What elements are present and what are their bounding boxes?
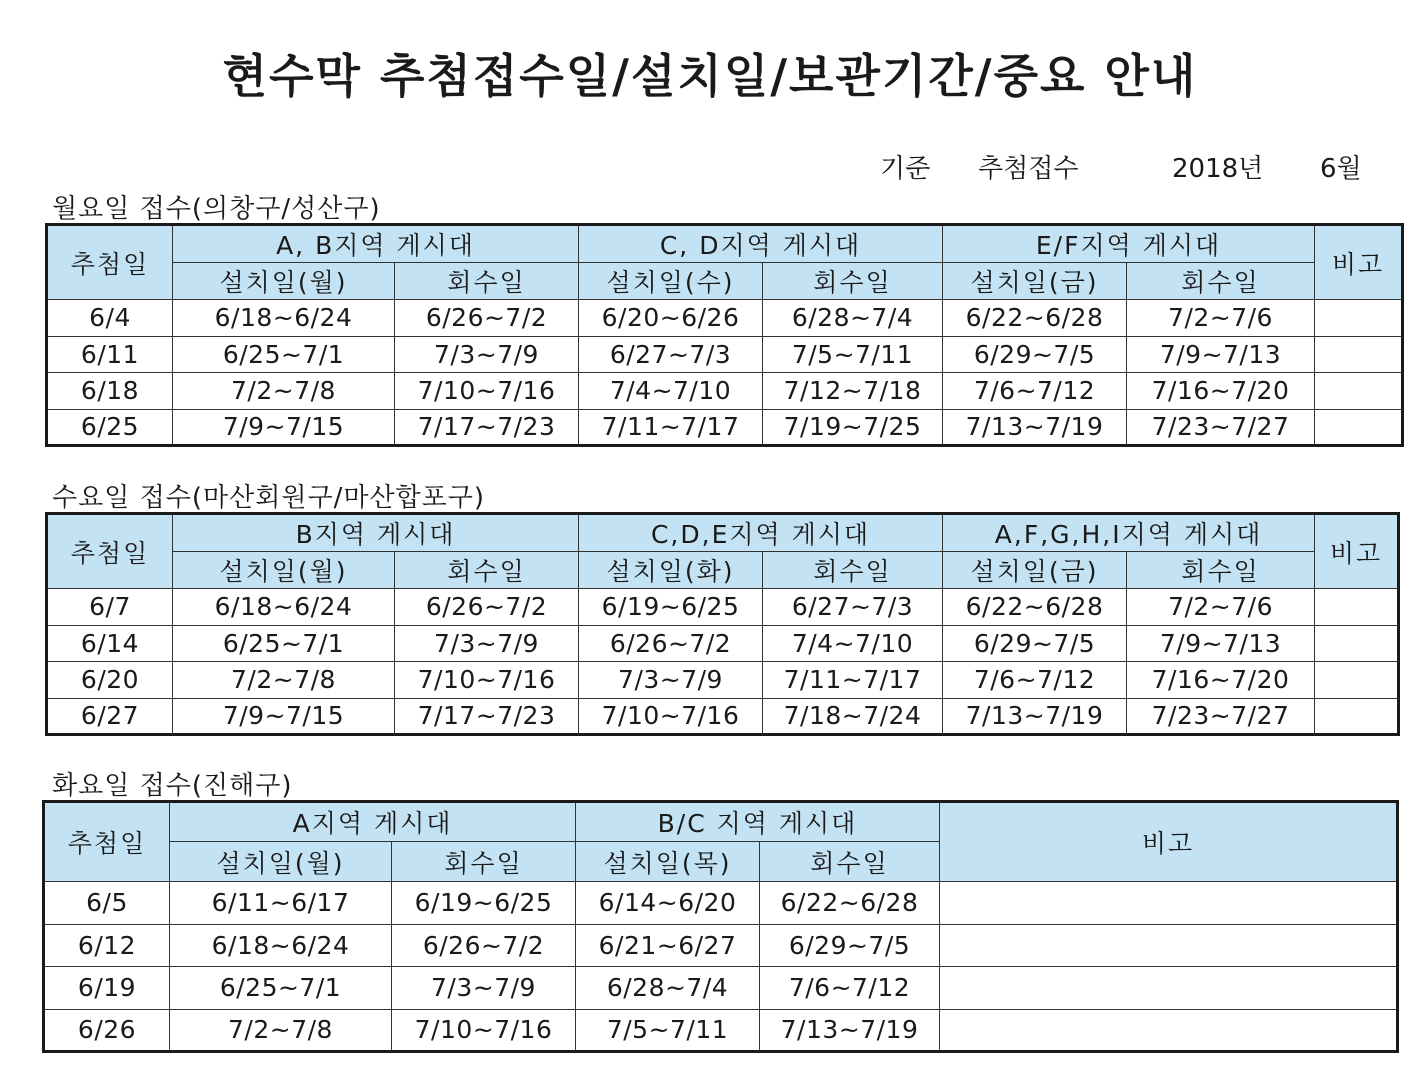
date-range-cell: 6/29~7/5 xyxy=(943,336,1127,373)
draw-date-cell: 6/27 xyxy=(47,698,173,735)
draw-date-cell: 6/25 xyxy=(47,409,173,446)
date-range-cell: 7/17~7/23 xyxy=(395,409,579,446)
date-range-cell: 6/18~6/24 xyxy=(173,589,395,626)
group-header: C,D,E지역 게시대 xyxy=(579,514,943,552)
table-row xyxy=(44,967,1398,1010)
table-row xyxy=(47,662,1399,699)
collect-header: 회수일 xyxy=(395,552,579,589)
note-header: 비고 xyxy=(1315,514,1399,589)
group-header: B지역 게시대 xyxy=(173,514,579,552)
header-row xyxy=(47,514,1399,552)
install-header: 설치일(목) xyxy=(576,842,760,882)
date-range-cell: 6/22~6/28 xyxy=(943,300,1127,337)
note-cell xyxy=(1315,409,1403,446)
table-row xyxy=(47,625,1399,662)
note-header: 비고 xyxy=(1315,225,1403,300)
date-range-cell: 6/28~7/4 xyxy=(576,967,760,1010)
collect-header: 회수일 xyxy=(1127,263,1315,300)
date-range-cell: 7/16~7/20 xyxy=(1127,662,1315,699)
date-range-cell: 7/17~7/23 xyxy=(395,698,579,735)
schedule-table-tuesday xyxy=(42,800,1399,1053)
draw-date-header: 추첨일 xyxy=(47,225,173,300)
note-header: 비고 xyxy=(940,802,1398,882)
collect-header: 회수일 xyxy=(763,552,943,589)
date-range-cell: 6/29~7/5 xyxy=(943,625,1127,662)
date-range-cell: 6/25~7/1 xyxy=(173,625,395,662)
section-label-wednesday: 수요일 접수(마산회원구/마산합포구) xyxy=(52,483,486,513)
date-range-cell: 7/13~7/19 xyxy=(943,698,1127,735)
subheader-row xyxy=(47,552,1399,589)
header-row xyxy=(44,802,1398,842)
date-range-cell: 7/2~7/8 xyxy=(173,373,395,410)
note-cell xyxy=(940,882,1398,925)
group-header: A,F,G,H,I지역 게시대 xyxy=(943,514,1315,552)
table-row xyxy=(44,882,1398,925)
draw-date-cell: 6/18 xyxy=(47,373,173,410)
section-label-tuesday: 화요일 접수(진해구) xyxy=(52,771,293,801)
date-range-cell: 7/3~7/9 xyxy=(395,625,579,662)
date-range-cell: 6/18~6/24 xyxy=(173,300,395,337)
collect-header: 회수일 xyxy=(763,263,943,300)
draw-date-cell: 6/11 xyxy=(47,336,173,373)
collect-header: 회수일 xyxy=(395,263,579,300)
date-range-cell: 6/19~6/25 xyxy=(579,589,763,626)
note-cell xyxy=(1315,625,1399,662)
date-range-cell: 6/27~7/3 xyxy=(579,336,763,373)
date-range-cell: 7/5~7/11 xyxy=(763,336,943,373)
date-range-cell: 7/3~7/9 xyxy=(395,336,579,373)
date-range-cell: 7/16~7/20 xyxy=(1127,373,1315,410)
note-cell xyxy=(1315,698,1399,735)
draw-date-cell: 6/12 xyxy=(44,924,170,967)
date-range-cell: 7/9~7/15 xyxy=(173,698,395,735)
date-range-cell: 6/25~7/1 xyxy=(170,967,392,1010)
date-range-cell: 6/22~6/28 xyxy=(943,589,1127,626)
draw-date-cell: 6/20 xyxy=(47,662,173,699)
install-header: 설치일(금) xyxy=(943,263,1127,300)
date-range-cell: 7/10~7/16 xyxy=(395,373,579,410)
group-header: A지역 게시대 xyxy=(170,802,576,842)
group-header: B/C 지역 게시대 xyxy=(576,802,940,842)
date-range-cell: 7/6~7/12 xyxy=(943,373,1127,410)
note-cell xyxy=(1315,373,1403,410)
date-range-cell: 7/18~7/24 xyxy=(763,698,943,735)
group-header: C, D지역 게시대 xyxy=(579,225,943,263)
install-header: 설치일(화) xyxy=(579,552,763,589)
draw-date-cell: 6/26 xyxy=(44,1009,170,1052)
group-header: A, B지역 게시대 xyxy=(173,225,579,263)
date-range-cell: 7/4~7/10 xyxy=(763,625,943,662)
draw-date-cell: 6/4 xyxy=(47,300,173,337)
collect-header: 회수일 xyxy=(760,842,940,882)
date-range-cell: 6/11~6/17 xyxy=(170,882,392,925)
month-label: 6월 xyxy=(1320,154,1362,184)
date-range-cell: 7/6~7/12 xyxy=(943,662,1127,699)
date-range-cell: 7/9~7/13 xyxy=(1127,336,1315,373)
date-range-cell: 7/5~7/11 xyxy=(576,1009,760,1052)
basis-label: 기준 xyxy=(880,154,931,184)
date-range-cell: 7/2~7/8 xyxy=(173,662,395,699)
table-row xyxy=(47,409,1403,446)
date-range-cell: 7/3~7/9 xyxy=(579,662,763,699)
note-cell xyxy=(940,924,1398,967)
table-row xyxy=(44,1009,1398,1052)
schedule-table-wednesday xyxy=(45,512,1400,736)
schedule-table-monday xyxy=(45,223,1404,447)
date-range-cell: 6/28~7/4 xyxy=(763,300,943,337)
date-range-cell: 7/13~7/19 xyxy=(760,1009,940,1052)
date-range-cell: 6/14~6/20 xyxy=(576,882,760,925)
draw-date-header: 추첨일 xyxy=(47,514,173,589)
date-range-cell: 6/25~7/1 xyxy=(173,336,395,373)
date-range-cell: 7/10~7/16 xyxy=(392,1009,576,1052)
note-cell xyxy=(940,967,1398,1010)
date-range-cell: 6/26~7/2 xyxy=(579,625,763,662)
section-label-monday: 월요일 접수(의창구/성산구) xyxy=(52,194,381,224)
date-range-cell: 7/12~7/18 xyxy=(763,373,943,410)
date-range-cell: 6/18~6/24 xyxy=(170,924,392,967)
date-range-cell: 7/2~7/6 xyxy=(1127,589,1315,626)
date-range-cell: 6/20~6/26 xyxy=(579,300,763,337)
date-range-cell: 6/19~6/25 xyxy=(392,882,576,925)
date-range-cell: 7/23~7/27 xyxy=(1127,409,1315,446)
date-range-cell: 7/6~7/12 xyxy=(760,967,940,1010)
table-row xyxy=(44,924,1398,967)
note-cell xyxy=(1315,336,1403,373)
date-range-cell: 6/22~6/28 xyxy=(760,882,940,925)
install-header: 설치일(수) xyxy=(579,263,763,300)
draw-date-cell: 6/7 xyxy=(47,589,173,626)
date-range-cell: 7/10~7/16 xyxy=(395,662,579,699)
draw-date-header: 추첨일 xyxy=(44,802,170,882)
date-range-cell: 6/26~7/2 xyxy=(392,924,576,967)
install-header: 설치일(월) xyxy=(170,842,392,882)
table-row xyxy=(47,589,1399,626)
date-range-cell: 6/29~7/5 xyxy=(760,924,940,967)
table-row xyxy=(47,698,1399,735)
table-row xyxy=(47,300,1403,337)
date-range-cell: 7/9~7/15 xyxy=(173,409,395,446)
draw-date-cell: 6/14 xyxy=(47,625,173,662)
date-range-cell: 7/9~7/13 xyxy=(1127,625,1315,662)
date-range-cell: 6/26~7/2 xyxy=(395,589,579,626)
date-range-cell: 7/13~7/19 xyxy=(943,409,1127,446)
group-header: E/F지역 게시대 xyxy=(943,225,1315,263)
install-header: 설치일(월) xyxy=(173,552,395,589)
date-range-cell: 7/11~7/17 xyxy=(763,662,943,699)
date-range-cell: 7/2~7/8 xyxy=(170,1009,392,1052)
date-range-cell: 6/21~6/27 xyxy=(576,924,760,967)
date-range-cell: 7/10~7/16 xyxy=(579,698,763,735)
date-range-cell: 7/3~7/9 xyxy=(392,967,576,1010)
page-title: 현수막 추첨접수일/설치일/보관기간/중요 안내 xyxy=(222,49,1198,103)
basis-value: 추첨접수 xyxy=(978,154,1079,184)
note-cell xyxy=(1315,300,1403,337)
date-range-cell: 6/26~7/2 xyxy=(395,300,579,337)
note-cell xyxy=(1315,662,1399,699)
table-row xyxy=(47,373,1403,410)
header-row xyxy=(47,225,1403,263)
collect-header: 회수일 xyxy=(392,842,576,882)
draw-date-cell: 6/19 xyxy=(44,967,170,1010)
date-range-cell: 7/23~7/27 xyxy=(1127,698,1315,735)
subheader-row xyxy=(47,263,1403,300)
note-cell xyxy=(940,1009,1398,1052)
note-cell xyxy=(1315,589,1399,626)
date-range-cell: 6/27~7/3 xyxy=(763,589,943,626)
install-header: 설치일(월) xyxy=(173,263,395,300)
year-label: 2018년 xyxy=(1172,154,1264,184)
date-range-cell: 7/11~7/17 xyxy=(579,409,763,446)
date-range-cell: 7/19~7/25 xyxy=(763,409,943,446)
date-range-cell: 7/4~7/10 xyxy=(579,373,763,410)
table-row xyxy=(47,336,1403,373)
draw-date-cell: 6/5 xyxy=(44,882,170,925)
date-range-cell: 7/2~7/6 xyxy=(1127,300,1315,337)
install-header: 설치일(금) xyxy=(943,552,1127,589)
collect-header: 회수일 xyxy=(1127,552,1315,589)
